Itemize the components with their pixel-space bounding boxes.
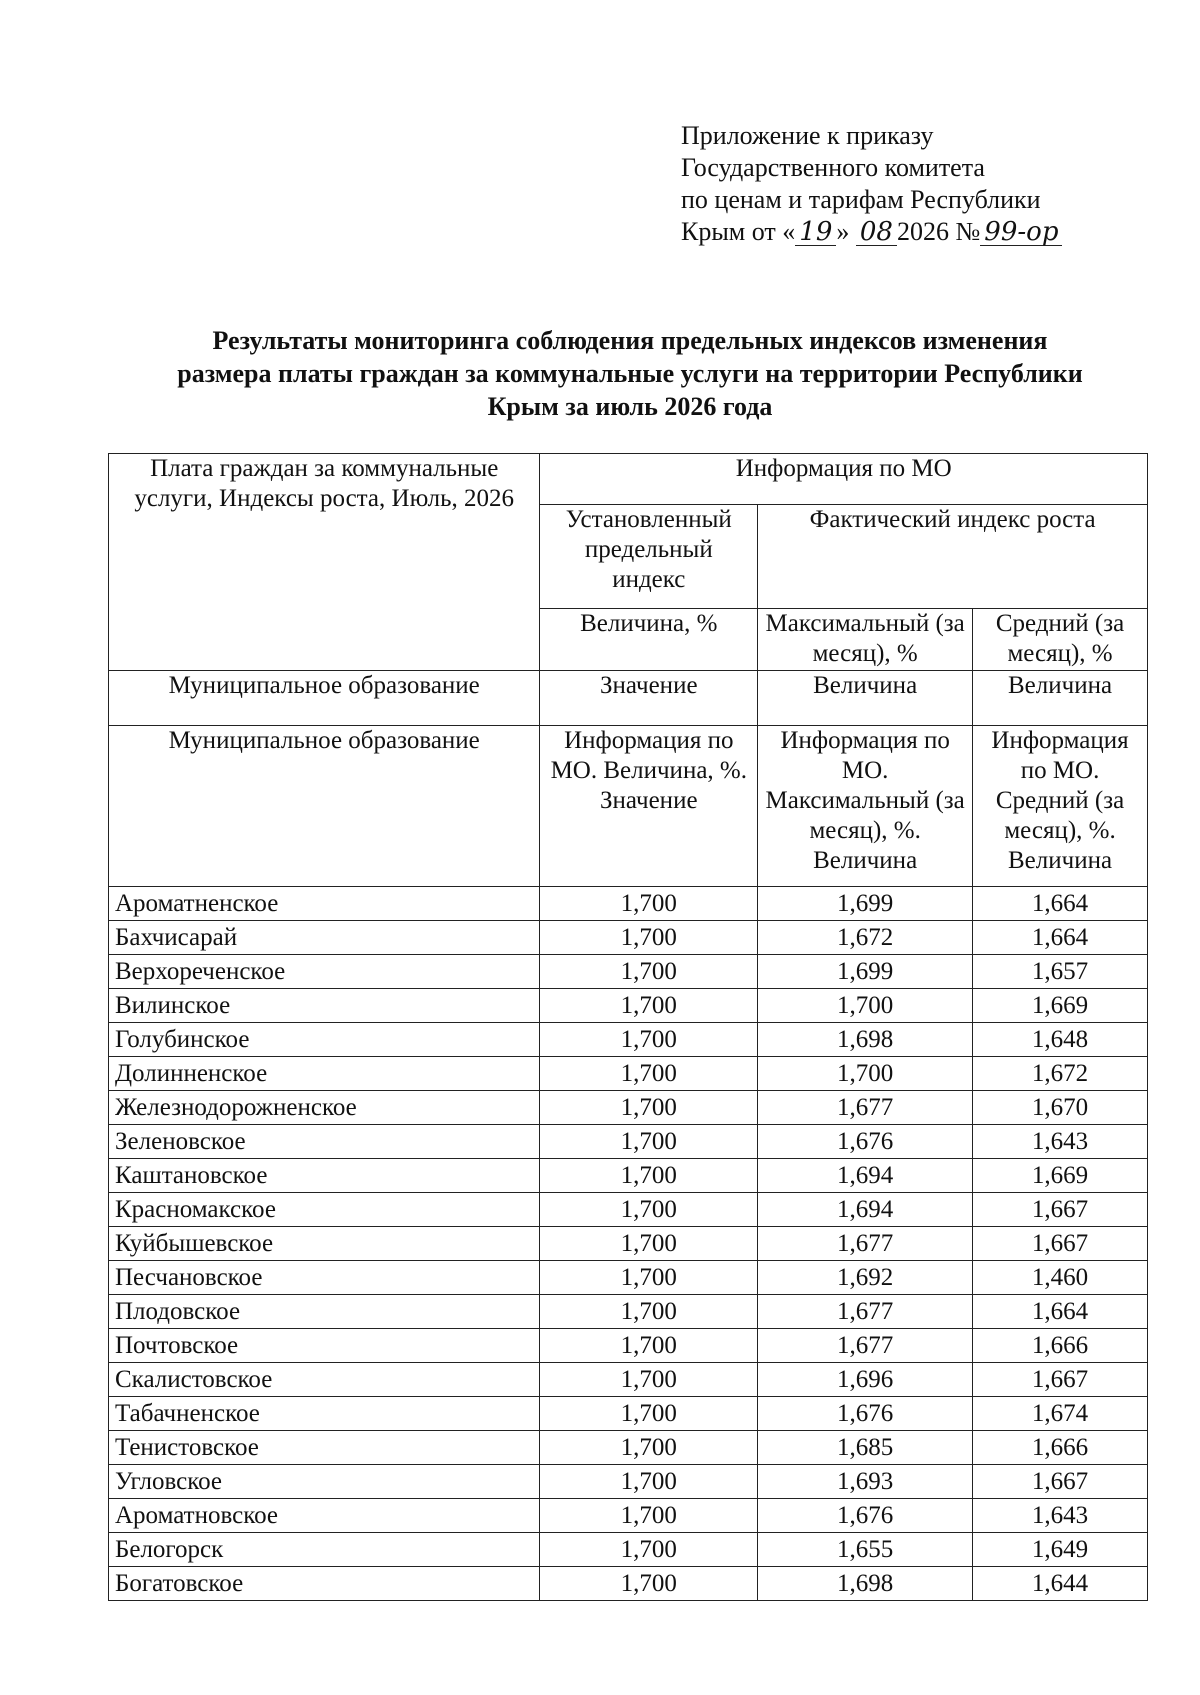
avg-value-cell: 1,670 [973, 1091, 1148, 1125]
limit-value-cell: 1,700 [540, 1057, 758, 1091]
combined-max-header: Информация по МО. Максимальный (за месяц), %. Величина [758, 726, 973, 887]
table-row [109, 1159, 1148, 1193]
max-value-cell: 1,677 [758, 1295, 973, 1329]
municipality-name-cell: Железнодорожненское [109, 1091, 540, 1125]
table-row [109, 1397, 1148, 1431]
limit-value-cell: 1,700 [540, 1363, 758, 1397]
avg-value-cell: 1,644 [973, 1567, 1148, 1601]
appendix-line-2: Государственного комитета [681, 153, 985, 182]
avg-value-cell: 1,667 [973, 1363, 1148, 1397]
avg-value-cell: 1,664 [973, 921, 1148, 955]
table-row [109, 955, 1148, 989]
max-value-cell: 1,700 [758, 989, 973, 1023]
municipality-name-cell: Красномакское [109, 1193, 540, 1227]
limit-value-cell: 1,700 [540, 1295, 758, 1329]
set-limit-header: Установленный предельный индекс [540, 505, 758, 609]
avg-value-cell: 1,664 [973, 887, 1148, 921]
max-value-cell: 1,698 [758, 1023, 973, 1057]
order-date-prefix: Крым от « [681, 217, 796, 246]
avg-value-cell: 1,666 [973, 1329, 1148, 1363]
limit-value-cell: 1,700 [540, 1499, 758, 1533]
data-rows [109, 887, 1148, 1601]
max-value-cell: 1,676 [758, 1397, 973, 1431]
monitoring-table [108, 453, 1148, 1601]
table-row [109, 1295, 1148, 1329]
table-row [109, 1533, 1148, 1567]
avg-value-cell: 1,672 [973, 1057, 1148, 1091]
avg-value-cell: 1,643 [973, 1499, 1148, 1533]
table-row [109, 1329, 1148, 1363]
table-row [109, 1227, 1148, 1261]
municipality-name-cell: Почтовское [109, 1329, 540, 1363]
max-value-cell: 1,677 [758, 1329, 973, 1363]
avg-value-cell: 1,657 [973, 955, 1148, 989]
limit-value-cell: 1,700 [540, 1567, 758, 1601]
municipality-name-cell: Ароматненское [109, 887, 540, 921]
limit-value-cell: 1,700 [540, 989, 758, 1023]
municipality-name-cell: Зеленовское [109, 1125, 540, 1159]
limit-value-cell: 1,700 [540, 1397, 758, 1431]
limit-value-cell: 1,700 [540, 1465, 758, 1499]
table-row [109, 1567, 1148, 1601]
avg-value-cell: 1,648 [973, 1023, 1148, 1057]
table-row [109, 989, 1148, 1023]
municipality-name-cell: Белогорск [109, 1533, 540, 1567]
limit-value-cell: 1,700 [540, 955, 758, 989]
velichina-header-max: Величина [758, 671, 973, 726]
municipality-name-cell: Песчановское [109, 1261, 540, 1295]
info-mo-header: Информация по МО [540, 454, 1148, 505]
document-title [120, 324, 1140, 423]
max-value-cell: 1,693 [758, 1465, 973, 1499]
table-row [109, 1431, 1148, 1465]
order-date-mid: » [836, 217, 850, 246]
max-value-cell: 1,692 [758, 1261, 973, 1295]
avg-value-cell: 1,664 [973, 1295, 1148, 1329]
max-value-cell: 1,699 [758, 955, 973, 989]
title-line-3: Крым за июль 2026 года [487, 392, 773, 421]
max-value-cell: 1,694 [758, 1193, 973, 1227]
municipality-header-2: Муниципальное образование [109, 726, 540, 887]
max-value-cell: 1,677 [758, 1091, 973, 1125]
avg-value-cell: 1,674 [973, 1397, 1148, 1431]
order-number: 99-ор [980, 219, 1062, 246]
max-value-cell: 1,676 [758, 1499, 973, 1533]
municipality-name-cell: Табачненское [109, 1397, 540, 1431]
max-value-cell: 1,696 [758, 1363, 973, 1397]
table-row [109, 1499, 1148, 1533]
municipality-name-cell: Вилинское [109, 989, 540, 1023]
max-value-cell: 1,677 [758, 1227, 973, 1261]
municipality-name-cell: Скалистовское [109, 1363, 540, 1397]
title-line-1: Результаты мониторинга соблюдения предельных индексов изменения [212, 326, 1048, 355]
municipality-name-cell: Каштановское [109, 1159, 540, 1193]
max-value-cell: 1,698 [758, 1567, 973, 1601]
combined-avg-header: Информация по МО. Средний (за месяц), %. Величина [973, 726, 1148, 887]
title-line-2: размера платы граждан за коммунальные услуги на территории Республики [177, 359, 1083, 388]
municipality-name-cell: Верхореченское [109, 955, 540, 989]
avg-value-cell: 1,667 [973, 1193, 1148, 1227]
municipality-name-cell: Тенистовское [109, 1431, 540, 1465]
combined-limit-header: Информация по МО. Величина, %. Значение [540, 726, 758, 887]
municipality-name-cell: Бахчисарай [109, 921, 540, 955]
znachenie-header: Значение [540, 671, 758, 726]
avg-value-cell: 1,669 [973, 1159, 1148, 1193]
table-row [109, 1125, 1148, 1159]
limit-value-cell: 1,700 [540, 1533, 758, 1567]
limit-value-cell: 1,700 [540, 1431, 758, 1465]
table-row [109, 887, 1148, 921]
avg-value-cell: 1,667 [973, 1227, 1148, 1261]
limit-value-cell: 1,700 [540, 1091, 758, 1125]
limit-value-cell: 1,700 [540, 1023, 758, 1057]
limit-value-cell: 1,700 [540, 1227, 758, 1261]
max-value-cell: 1,672 [758, 921, 973, 955]
municipality-name-cell: Куйбышевское [109, 1227, 540, 1261]
table-corner-header: Плата граждан за коммунальные услуги, Индексы роста, Июль, 2026 [109, 454, 540, 671]
appendix-line-1: Приложение к приказу [681, 121, 934, 150]
table-row [109, 1193, 1148, 1227]
limit-value-cell: 1,700 [540, 1261, 758, 1295]
municipality-name-cell: Угловское [109, 1465, 540, 1499]
municipality-name-cell: Богатовское [109, 1567, 540, 1601]
max-value-cell: 1,676 [758, 1125, 973, 1159]
actual-index-header: Фактический индекс роста [758, 505, 1148, 609]
table-row [109, 1091, 1148, 1125]
avg-value-cell: 1,643 [973, 1125, 1148, 1159]
table-row [109, 1057, 1148, 1091]
max-value-cell: 1,694 [758, 1159, 973, 1193]
avg-month-header: Средний (за месяц), % [973, 609, 1148, 671]
max-value-cell: 1,700 [758, 1057, 973, 1091]
order-year: 2026 [896, 217, 949, 246]
value-pct-header: Величина, % [540, 609, 758, 671]
max-value-cell: 1,699 [758, 887, 973, 921]
limit-value-cell: 1,700 [540, 1193, 758, 1227]
appendix-block [681, 120, 1062, 248]
limit-value-cell: 1,700 [540, 887, 758, 921]
table-row [109, 1465, 1148, 1499]
municipality-name-cell: Голубинское [109, 1023, 540, 1057]
order-number-prefix: № [955, 217, 981, 246]
avg-value-cell: 1,460 [973, 1261, 1148, 1295]
max-month-header: Максимальный (за месяц), % [758, 609, 973, 671]
avg-value-cell: 1,669 [973, 989, 1148, 1023]
appendix-line-3: по ценам и тарифам Республики [681, 185, 1041, 214]
order-month: 08 [856, 219, 897, 246]
municipality-header: Муниципальное образование [109, 671, 540, 726]
table-row [109, 1261, 1148, 1295]
max-value-cell: 1,655 [758, 1533, 973, 1567]
municipality-name-cell: Долинненское [109, 1057, 540, 1091]
avg-value-cell: 1,649 [973, 1533, 1148, 1567]
municipality-name-cell: Ароматновское [109, 1499, 540, 1533]
avg-value-cell: 1,667 [973, 1465, 1148, 1499]
max-value-cell: 1,685 [758, 1431, 973, 1465]
order-day: 19 [795, 219, 836, 246]
limit-value-cell: 1,700 [540, 1159, 758, 1193]
table-row [109, 1023, 1148, 1057]
table-row [109, 921, 1148, 955]
municipality-name-cell: Плодовское [109, 1295, 540, 1329]
table-row [109, 1363, 1148, 1397]
avg-value-cell: 1,666 [973, 1431, 1148, 1465]
limit-value-cell: 1,700 [540, 1329, 758, 1363]
limit-value-cell: 1,700 [540, 921, 758, 955]
appendix-line-4 [681, 216, 1062, 248]
limit-value-cell: 1,700 [540, 1125, 758, 1159]
velichina-header-avg: Величина [973, 671, 1148, 726]
